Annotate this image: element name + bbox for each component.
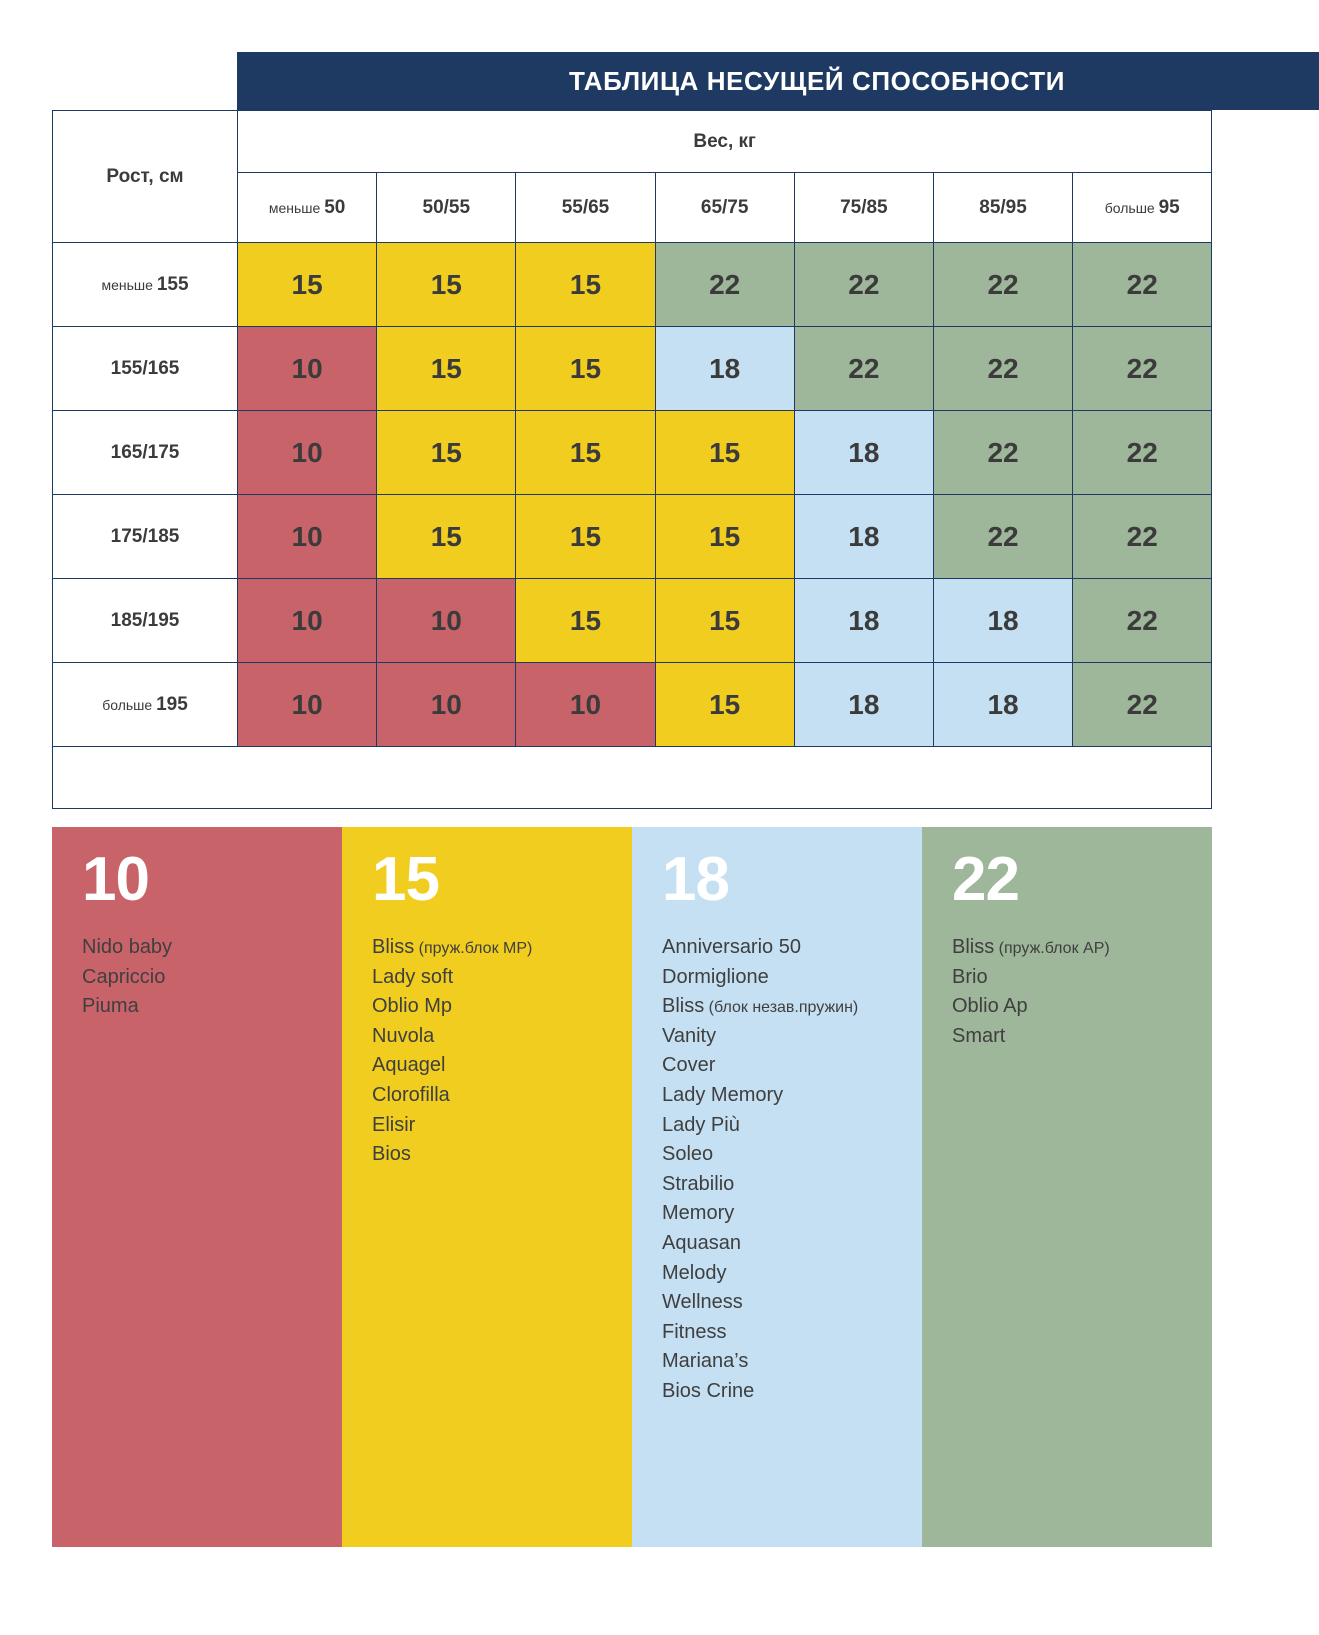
legend-item — [82, 963, 342, 993]
legend-item — [952, 963, 1212, 993]
matrix-column-header — [794, 173, 933, 243]
matrix-cell: 15 — [655, 579, 794, 663]
legend-item — [952, 1022, 1212, 1052]
legend-item-name: Capriccio — [82, 965, 166, 988]
legend-group — [632, 827, 922, 1547]
matrix-cell: 22 — [794, 327, 933, 411]
matrix-cell: 18 — [794, 495, 933, 579]
matrix-cell: 22 — [1073, 243, 1212, 327]
legend-group — [342, 827, 632, 1547]
matrix-cell: 15 — [516, 495, 655, 579]
matrix-cell: 15 — [238, 243, 377, 327]
matrix-cell: 15 — [377, 243, 516, 327]
matrix-cell: 15 — [377, 411, 516, 495]
legend-item-name: Fitness — [662, 1320, 727, 1343]
matrix-column-header — [516, 173, 655, 243]
matrix-cell: 22 — [1073, 495, 1212, 579]
matrix-cell: 10 — [238, 579, 377, 663]
page-title-bar — [237, 52, 1319, 110]
row-header-value: 155/165 — [110, 357, 180, 379]
matrix-cell: 10 — [238, 495, 377, 579]
legend-item — [372, 1022, 632, 1052]
matrix-cell: 22 — [933, 411, 1072, 495]
column-header-value: 55/65 — [561, 196, 610, 218]
matrix-cell: 10 — [516, 663, 655, 747]
column-header-value: 75/85 — [840, 196, 888, 218]
legend-item-name: Memory — [662, 1202, 735, 1225]
legend-item-name: Cover — [662, 1054, 716, 1077]
legend-item-name: Clorofilla — [372, 1083, 450, 1106]
matrix-cell: 15 — [516, 579, 655, 663]
legend — [52, 827, 1212, 1547]
matrix-weight-header-row — [53, 111, 1212, 173]
legend-item — [372, 1081, 632, 1111]
column-header-value: 95 — [1158, 196, 1180, 218]
matrix-cell: 18 — [794, 663, 933, 747]
legend-item — [952, 992, 1212, 1022]
legend-item-name: Strabilio — [662, 1172, 735, 1195]
matrix-cell: 15 — [377, 327, 516, 411]
matrix-row-header — [53, 243, 238, 327]
legend-item-name: Oblio Ap — [952, 995, 1028, 1018]
matrix-column-header — [1073, 173, 1212, 243]
legend-group — [922, 827, 1212, 1547]
matrix-cell: 10 — [238, 327, 377, 411]
legend-item — [662, 1111, 922, 1141]
legend-item — [82, 992, 342, 1022]
column-header-value: 85/95 — [979, 196, 1027, 218]
matrix-cell: 22 — [1073, 327, 1212, 411]
legend-item-name: Wellness — [662, 1291, 743, 1314]
legend-item-name: Aquasan — [662, 1231, 741, 1254]
matrix-cell: 18 — [655, 327, 794, 411]
legend-item — [662, 1229, 922, 1259]
legend-item-name: Lady Memory — [662, 1083, 784, 1106]
matrix-row-header — [53, 663, 238, 747]
legend-item-name: Oblio Mp — [372, 995, 453, 1018]
matrix-column-header — [933, 173, 1072, 243]
column-header-value: 65/75 — [700, 196, 749, 218]
legend-item-note: (пруж.блок AP) — [994, 940, 1110, 957]
legend-item — [952, 933, 1212, 963]
matrix-cell: 15 — [516, 327, 655, 411]
matrix-cell: 15 — [655, 411, 794, 495]
matrix-cell: 15 — [516, 411, 655, 495]
legend-item — [662, 1140, 922, 1170]
legend-group-value: 15 — [372, 845, 439, 914]
matrix-row-header — [53, 495, 238, 579]
legend-item-note: (пруж.блок MP) — [414, 940, 533, 957]
legend-item-name: Nuvola — [372, 1024, 435, 1047]
matrix-cell: 10 — [377, 579, 516, 663]
legend-item-name: Bliss — [952, 936, 995, 958]
legend-item — [662, 1170, 922, 1200]
legend-item-name: Bios — [372, 1143, 411, 1166]
matrix-cell: 15 — [655, 663, 794, 747]
legend-item — [372, 1140, 632, 1170]
row-header-qualifier: больше — [102, 696, 157, 713]
legend-item-name: Mariana’s — [662, 1350, 749, 1373]
matrix-cell: 22 — [655, 243, 794, 327]
legend-item — [372, 1051, 632, 1081]
legend-item-name: Lady Più — [662, 1113, 740, 1136]
legend-item-name: Vanity — [662, 1024, 717, 1047]
matrix-row-header — [53, 327, 238, 411]
row-header-value: 185/195 — [110, 609, 180, 631]
legend-item — [662, 992, 922, 1022]
legend-item-name: Lady soft — [372, 965, 454, 988]
matrix-cell: 22 — [794, 243, 933, 327]
matrix-column-header — [655, 173, 794, 243]
capacity-table-page — [52, 52, 1212, 1547]
matrix-cell: 15 — [377, 495, 516, 579]
legend-item — [662, 1318, 922, 1348]
axis-label-weight: Вес, кг — [238, 111, 1212, 173]
legend-group-value: 22 — [952, 845, 1019, 914]
legend-item — [662, 933, 922, 963]
row-header-value: 175/185 — [110, 525, 180, 547]
matrix-cell: 18 — [794, 579, 933, 663]
matrix-cell: 18 — [933, 663, 1072, 747]
page-title: ТАБЛИЦА НЕСУЩЕЙ СПОСОБНОСТИ — [568, 65, 1066, 96]
legend-item — [662, 1288, 922, 1318]
matrix-cell: 15 — [655, 495, 794, 579]
matrix-cell: 10 — [238, 411, 377, 495]
legend-group-value: 10 — [82, 845, 149, 914]
matrix-cell: 10 — [238, 663, 377, 747]
legend-item — [662, 1022, 922, 1052]
matrix-cell: 10 — [377, 663, 516, 747]
legend-item — [82, 933, 342, 963]
legend-item-name: Nido baby — [82, 936, 173, 958]
legend-item — [372, 933, 632, 963]
matrix-cell: 15 — [516, 243, 655, 327]
matrix-cell: 18 — [933, 579, 1072, 663]
legend-item-name: Brio — [952, 965, 988, 988]
legend-item-note: (блок незав.пружин) — [704, 999, 859, 1017]
row-header-value: 165/175 — [110, 441, 180, 463]
matrix-cell: 22 — [1073, 579, 1212, 663]
matrix-row — [53, 663, 1212, 747]
matrix-cell: 22 — [1073, 663, 1212, 747]
matrix-row — [53, 243, 1212, 327]
legend-item-name: Bliss — [372, 936, 415, 958]
row-header-value: 195 — [156, 693, 188, 715]
legend-item-name: Elisir — [372, 1113, 416, 1136]
column-header-qualifier: больше — [1104, 199, 1159, 216]
matrix-spacer-cell — [53, 747, 1212, 809]
legend-item-name: Soleo — [662, 1143, 714, 1166]
matrix-row-header — [53, 579, 238, 663]
row-header-value: 155 — [156, 273, 189, 295]
legend-item — [372, 992, 632, 1022]
matrix-row-header — [53, 411, 238, 495]
column-header-qualifier: меньше — [268, 199, 325, 216]
load-capacity-matrix — [52, 110, 1212, 809]
legend-item-name: Smart — [952, 1024, 1006, 1047]
legend-item — [662, 1199, 922, 1229]
legend-item — [372, 1111, 632, 1141]
legend-item — [662, 963, 922, 993]
legend-item — [662, 1377, 922, 1407]
matrix-row — [53, 495, 1212, 579]
legend-item-name: Bios Crine — [662, 1379, 755, 1402]
legend-item — [662, 1347, 922, 1377]
legend-item — [662, 1259, 922, 1289]
legend-group — [52, 827, 342, 1547]
matrix-row — [53, 327, 1212, 411]
matrix-cell: 22 — [1073, 411, 1212, 495]
legend-item — [372, 963, 632, 993]
legend-item-name: Piuma — [82, 995, 139, 1018]
legend-item-name: Melody — [662, 1261, 727, 1284]
legend-item-name: Aquagel — [372, 1054, 446, 1077]
legend-item-name: Bliss — [662, 995, 705, 1018]
legend-item-name: Anniversario 50 — [662, 936, 801, 958]
column-header-value: 50/55 — [422, 196, 471, 218]
column-header-value: 50 — [324, 196, 346, 218]
matrix-column-header — [238, 173, 377, 243]
axis-label-height: Рост, см — [53, 111, 238, 243]
row-header-qualifier: меньше — [101, 276, 157, 293]
matrix-cell: 22 — [933, 495, 1072, 579]
matrix-spacer-row — [53, 747, 1212, 809]
legend-item — [662, 1051, 922, 1081]
matrix-row — [53, 579, 1212, 663]
matrix-column-header — [377, 173, 516, 243]
legend-item — [662, 1081, 922, 1111]
matrix-row — [53, 411, 1212, 495]
matrix-cell: 22 — [933, 243, 1072, 327]
matrix-cell: 18 — [794, 411, 933, 495]
legend-item-name: Dormiglione — [662, 965, 769, 988]
matrix-cell: 22 — [933, 327, 1072, 411]
legend-group-value: 18 — [662, 845, 729, 914]
